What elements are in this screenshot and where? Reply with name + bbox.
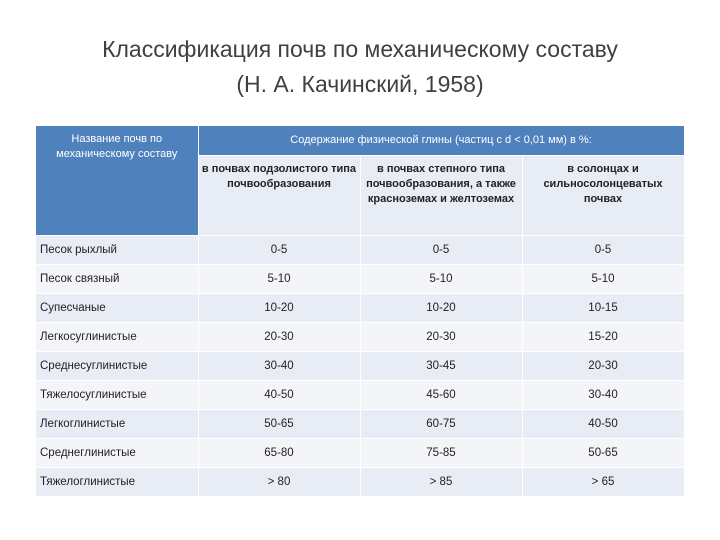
value-cell: 30-45: [360, 352, 522, 381]
table-row: [36, 410, 684, 439]
soil-name-cell: Легкосуглинистые: [36, 323, 198, 352]
value-cell: 5-10: [198, 265, 360, 294]
subheader-podzolic: в почвах подзолистого типа почвообразования: [198, 156, 360, 236]
soil-name-cell: Тяжелоглинистые: [36, 468, 198, 497]
value-cell: 0-5: [360, 236, 522, 265]
slide-title: [0, 32, 720, 102]
value-cell: 10-20: [198, 294, 360, 323]
value-cell: 20-30: [360, 323, 522, 352]
table-row: [36, 468, 684, 497]
value-cell: 10-15: [522, 294, 684, 323]
value-cell: 10-20: [360, 294, 522, 323]
table-row: [36, 236, 684, 265]
value-cell: 40-50: [198, 381, 360, 410]
table-row: [36, 265, 684, 294]
value-cell: 0-5: [522, 236, 684, 265]
value-cell: > 85: [360, 468, 522, 497]
header-soil-name: Название почв по механическому составу: [36, 126, 198, 236]
value-cell: 0-5: [198, 236, 360, 265]
table-header-row: [36, 126, 684, 156]
value-cell: 5-10: [360, 265, 522, 294]
value-cell: 20-30: [198, 323, 360, 352]
value-cell: 50-65: [522, 439, 684, 468]
soil-name-cell: Супесчаные: [36, 294, 198, 323]
soil-name-cell: Песок рыхлый: [36, 236, 198, 265]
value-cell: 5-10: [522, 265, 684, 294]
value-cell: 65-80: [198, 439, 360, 468]
table-row: [36, 352, 684, 381]
soil-name-cell: Песок связный: [36, 265, 198, 294]
value-cell: 60-75: [360, 410, 522, 439]
value-cell: 40-50: [522, 410, 684, 439]
table-row: [36, 381, 684, 410]
value-cell: 30-40: [198, 352, 360, 381]
value-cell: 45-60: [360, 381, 522, 410]
subheader-solonetz: в солонцах и сильносолонцеватых почвах: [522, 156, 684, 236]
value-cell: 30-40: [522, 381, 684, 410]
title-line-1: Классификация почв по механическому составу: [102, 36, 618, 62]
soil-name-cell: Легкоглинистые: [36, 410, 198, 439]
value-cell: 75-85: [360, 439, 522, 468]
value-cell: 15-20: [522, 323, 684, 352]
soil-name-cell: Среднеглинистые: [36, 439, 198, 468]
value-cell: 50-65: [198, 410, 360, 439]
table-row: [36, 323, 684, 352]
soil-classification-table: [36, 126, 685, 497]
value-cell: 20-30: [522, 352, 684, 381]
value-cell: > 65: [522, 468, 684, 497]
header-clay-content: Содержание физической глины (частиц с d < 0,01 мм) в %:: [198, 126, 684, 156]
value-cell: > 80: [198, 468, 360, 497]
soil-name-cell: Среднесуглинистые: [36, 352, 198, 381]
table-row: [36, 294, 684, 323]
table-row: [36, 439, 684, 468]
soil-name-cell: Тяжелосуглинистые: [36, 381, 198, 410]
subheader-steppe: в почвах степного типа почвообразования, а также красноземах и желтоземах: [360, 156, 522, 236]
title-line-2: (Н. А. Качинский, 1958): [236, 71, 484, 97]
